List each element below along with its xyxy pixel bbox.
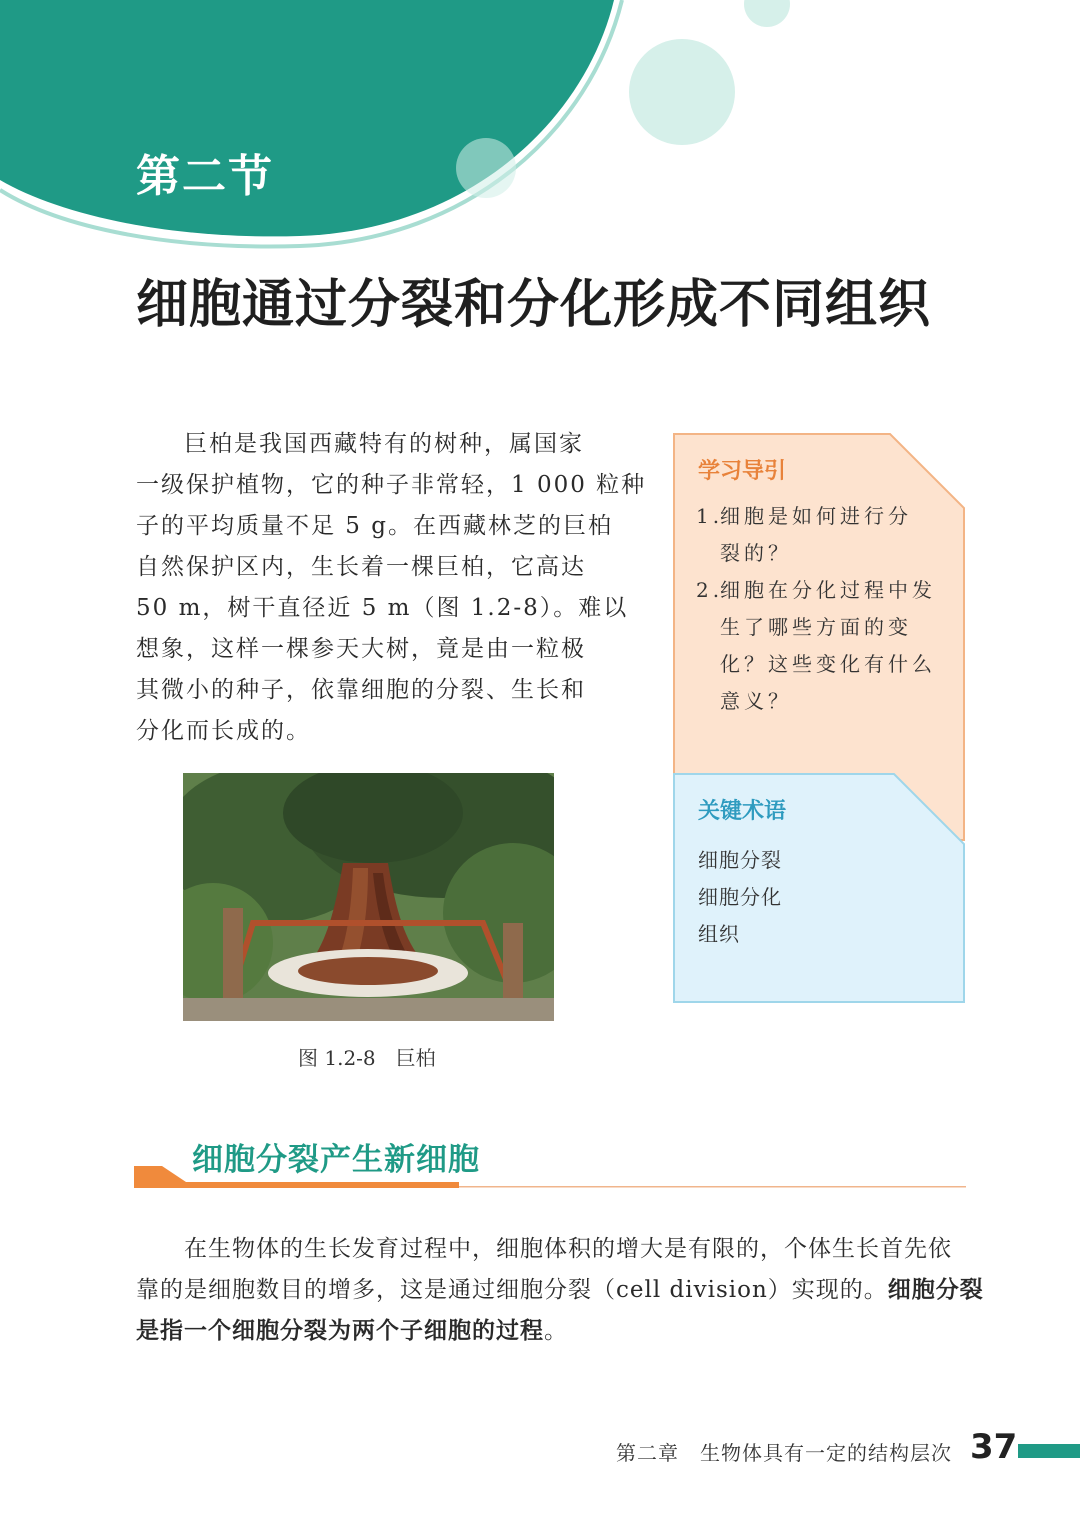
key-terms-heading: 关键术语 (698, 799, 787, 824)
body-paragraph (136, 1229, 984, 1352)
key-term: 细胞分化 (698, 885, 782, 909)
body-line (136, 1270, 984, 1311)
study-guide-line: 化？这些变化有什么 (720, 652, 936, 676)
intro-line: 想象，这样一棵参天大树，竟是由一粒极 (136, 636, 586, 662)
intro-line: 巨柏是我国西藏特有的树种，属国家 (184, 431, 584, 457)
intro-paragraph (136, 424, 647, 752)
key-term: 细胞分裂 (698, 848, 782, 872)
header-bubble-mid (456, 138, 516, 198)
intro-line: 自然保护区内，生长着一棵巨柏，它高达 (136, 554, 586, 580)
page-title: 细胞通过分裂和分化形成不同组织 (136, 275, 932, 335)
study-guide-heading: 学习导引 (698, 459, 787, 484)
body-line (136, 1311, 966, 1352)
study-guide-line: 细胞是如何进行分 (720, 504, 912, 528)
study-guide-line: 裂的？ (720, 541, 792, 565)
study-guide-number: 2. (696, 578, 724, 602)
study-guide-line: 细胞在分化过程中发 (720, 578, 936, 602)
header-decoration (0, 0, 1080, 260)
body-text: 。 (544, 1318, 568, 1344)
subsection-heading: 细胞分裂产生新细胞 (192, 1142, 480, 1178)
body-text: 靠的是细胞数目的增多，这是通过细胞分裂（cell division）实现的。 (136, 1277, 888, 1303)
intro-line: 50 m，树干直径近 5 m（图 1.2-8）。难以 (136, 595, 629, 621)
body-bold-text: 是指一个细胞分裂为两个子细胞的过程 (136, 1318, 544, 1344)
study-guide-number: 1. (696, 504, 724, 528)
subsection-rule (459, 1186, 966, 1188)
intro-line: 一级保护植物，它的种子非常轻，1 000 粒种 (136, 472, 647, 498)
study-guide-item (696, 572, 946, 720)
header-bubble-small (744, 0, 790, 27)
body-bold-text: 细胞分裂 (887, 1277, 984, 1303)
study-guide-line: 意义？ (720, 689, 792, 713)
key-term: 组织 (698, 922, 740, 946)
header-teal-shape (0, 0, 614, 236)
intro-line: 其微小的种子，依靠细胞的分裂、生长和 (136, 677, 586, 703)
intro-line: 分化而长成的。 (136, 718, 311, 744)
study-guide-line: 生了哪些方面的变 (720, 615, 912, 639)
footer-bar (1018, 1444, 1080, 1458)
page-number: 37 (970, 1427, 1018, 1467)
header-bubble-large (629, 39, 735, 145)
intro-line: 子的平均质量不足 5 g。在西藏林芝的巨柏 (136, 513, 613, 539)
section-label: 第二节 (136, 151, 274, 202)
study-guide-item (696, 498, 946, 572)
cypress-tree-photo (183, 773, 554, 1021)
figure-caption: 图 1.2-8 巨柏 (298, 1046, 436, 1070)
chapter-footer: 第二章 生物体具有一定的结构层次 (616, 1441, 952, 1465)
body-line: 在生物体的生长发育过程中，细胞体积的增大是有限的，个体生长首先依 (184, 1236, 952, 1262)
